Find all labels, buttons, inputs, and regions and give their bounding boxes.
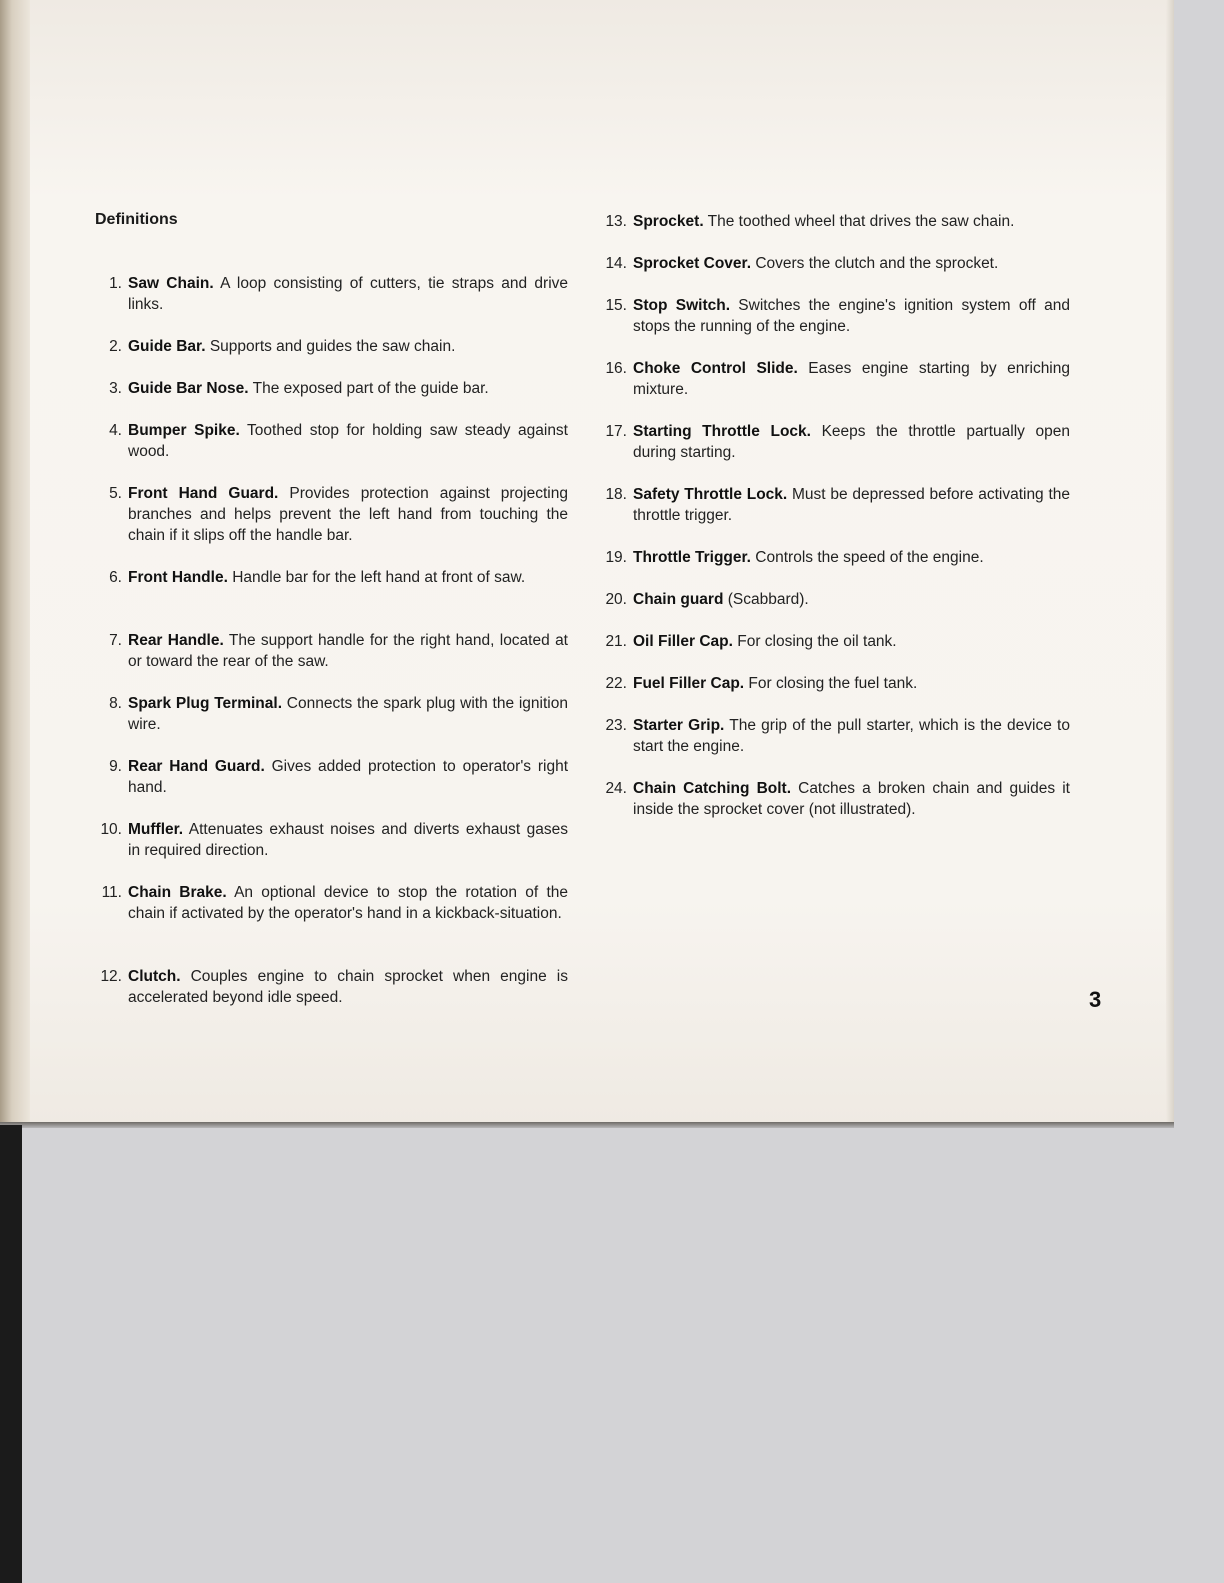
definition-item [93,756,568,798]
definition-term: Bumper Spike. [128,422,240,439]
definition-text: Handle bar for the left hand at front of saw. [227,569,526,586]
binder-strip [0,1125,22,1583]
item-number: 1. [109,275,122,292]
definition-term: Fuel Filler Cap. [633,675,745,692]
definition-text: Supports and guides the saw chain. [205,338,456,355]
definition-term: Clutch. [128,968,181,985]
definition-term: Saw Chain. [128,275,214,292]
definition-text: The toothed wheel that drives the saw chain. [703,213,1015,230]
item-number: 23. [605,717,627,734]
definition-term: Chain Catching Bolt. [633,780,792,797]
definition-item [93,420,568,462]
definition-term: Starter Grip. [633,717,725,734]
item-number: 18. [605,486,627,503]
definition-text: Must be depressed before activating the throttle trigger. [633,486,1070,524]
definition-item [93,336,568,357]
item-number: 15. [605,297,627,314]
definition-text: Couples engine to chain sprocket when engine is accelerated beyond idle speed. [128,968,568,1006]
item-number: 22. [605,675,627,692]
definition-text: Controls the speed of the engine. [750,549,984,566]
definition-text: Switches the engine's ignition system off and stops the running of the engine. [633,297,1070,335]
item-number: 11. [101,884,122,901]
definition-text: The support handle for the right hand, located at or toward the rear of the saw. [128,632,568,670]
definition-text: For closing the oil tank. [732,633,897,650]
item-number: 3. [109,380,122,397]
item-number: 19. [605,549,627,566]
definition-term: Rear Hand Guard. [128,758,265,775]
page-edge-shading [1166,0,1174,1125]
item-number: 21. [605,633,627,650]
item-number: 7. [109,632,122,649]
definition-item [93,630,568,672]
item-number: 17. [605,423,627,440]
definition-term: Choke Control Slide. [633,360,798,377]
definition-text: Connects the spark plug with the ignition wire. [128,695,568,733]
definition-text: Provides protection against projecting branches and helps prevent the left hand from touching the chain if it slips off the handle bar. [128,485,568,544]
definition-term: Chain Brake. [128,884,227,901]
page-bottom-shadow [0,1122,1174,1128]
item-number: 8. [109,695,122,712]
definition-term: Guide Bar. [128,338,206,355]
definition-term: Front Hand Guard. [128,485,279,502]
definition-item [93,483,568,546]
definition-text: Covers the clutch and the sprocket. [751,255,999,272]
definition-item [93,819,568,861]
definition-item [93,882,568,945]
definition-item [598,715,1070,757]
item-number: 5. [109,485,122,502]
item-number: 16. [605,360,627,377]
definition-term: Guide Bar Nose. [128,380,249,397]
definition-item [598,673,1070,694]
definition-text: Gives added protection to operator's right hand. [128,758,568,796]
item-number: 9. [109,758,122,775]
definition-item [598,211,1070,232]
item-number: 2. [109,338,122,355]
definition-term: Chain guard [633,591,724,608]
definition-item [598,253,1070,274]
definition-text: The exposed part of the guide bar. [248,380,489,397]
definition-text: A loop consisting of cutters, tie straps and drive links. [128,275,569,313]
item-number: 10. [100,821,122,838]
definition-text: Keeps the throttle partually open during starting. [633,423,1071,461]
definition-item [598,547,1070,568]
definition-term: Front Handle. [128,569,228,586]
definition-text: For closing the fuel tank. [744,675,918,692]
definition-term: Safety Throttle Lock. [633,486,788,503]
definition-item [93,567,568,609]
definition-text: Toothed stop for holding saw steady against wood. [128,422,568,460]
definition-term: Rear Handle. [128,632,224,649]
definition-term: Sprocket. [633,213,704,230]
section-heading: Definitions [95,211,178,228]
definitions-column-right [598,211,1070,820]
definition-item [93,966,568,1008]
definition-item [598,358,1070,400]
definition-item [598,421,1070,463]
definition-item [598,484,1070,526]
definition-item [93,378,568,399]
definition-term: Spark Plug Terminal. [128,695,282,712]
definition-item [598,295,1070,337]
definitions-column-left [93,273,568,1008]
item-number: 14. [605,255,627,272]
item-number: 12. [100,968,122,985]
definition-item [598,778,1070,820]
definition-item [598,631,1070,652]
definition-term: Sprocket Cover. [633,255,752,272]
item-number: 20. [605,591,627,608]
page-spine-shading [0,0,30,1125]
definition-item [598,589,1070,610]
definition-term: Stop Switch. [633,297,730,314]
definition-term: Muffler. [128,821,184,838]
definition-term: Starting Throttle Lock. [633,423,811,440]
definition-text: (Scabbard). [723,591,809,608]
definition-term: Oil Filler Cap. [633,633,733,650]
definition-text: Attenuates exhaust noises and diverts exhaust gases in required direction. [128,821,568,859]
definition-item [93,273,568,315]
page-number: 3 [1089,987,1102,1012]
item-number: 24. [605,780,627,797]
definition-text: Catches a broken chain and guides it inside the sprocket cover (not illustrated). [633,780,1070,818]
item-number: 4. [109,422,122,439]
item-number: 13. [605,213,627,230]
definition-text: An optional device to stop the rotation of the chain if activated by the operator's hand in a kickback-situation. [128,884,569,922]
definition-text: The grip of the pull starter, which is the device to start the engine. [633,717,1070,755]
definition-text: Eases engine starting by enriching mixture. [633,360,1070,398]
item-number: 6. [109,569,122,586]
definition-term: Throttle Trigger. [633,549,751,566]
definition-item [93,693,568,735]
